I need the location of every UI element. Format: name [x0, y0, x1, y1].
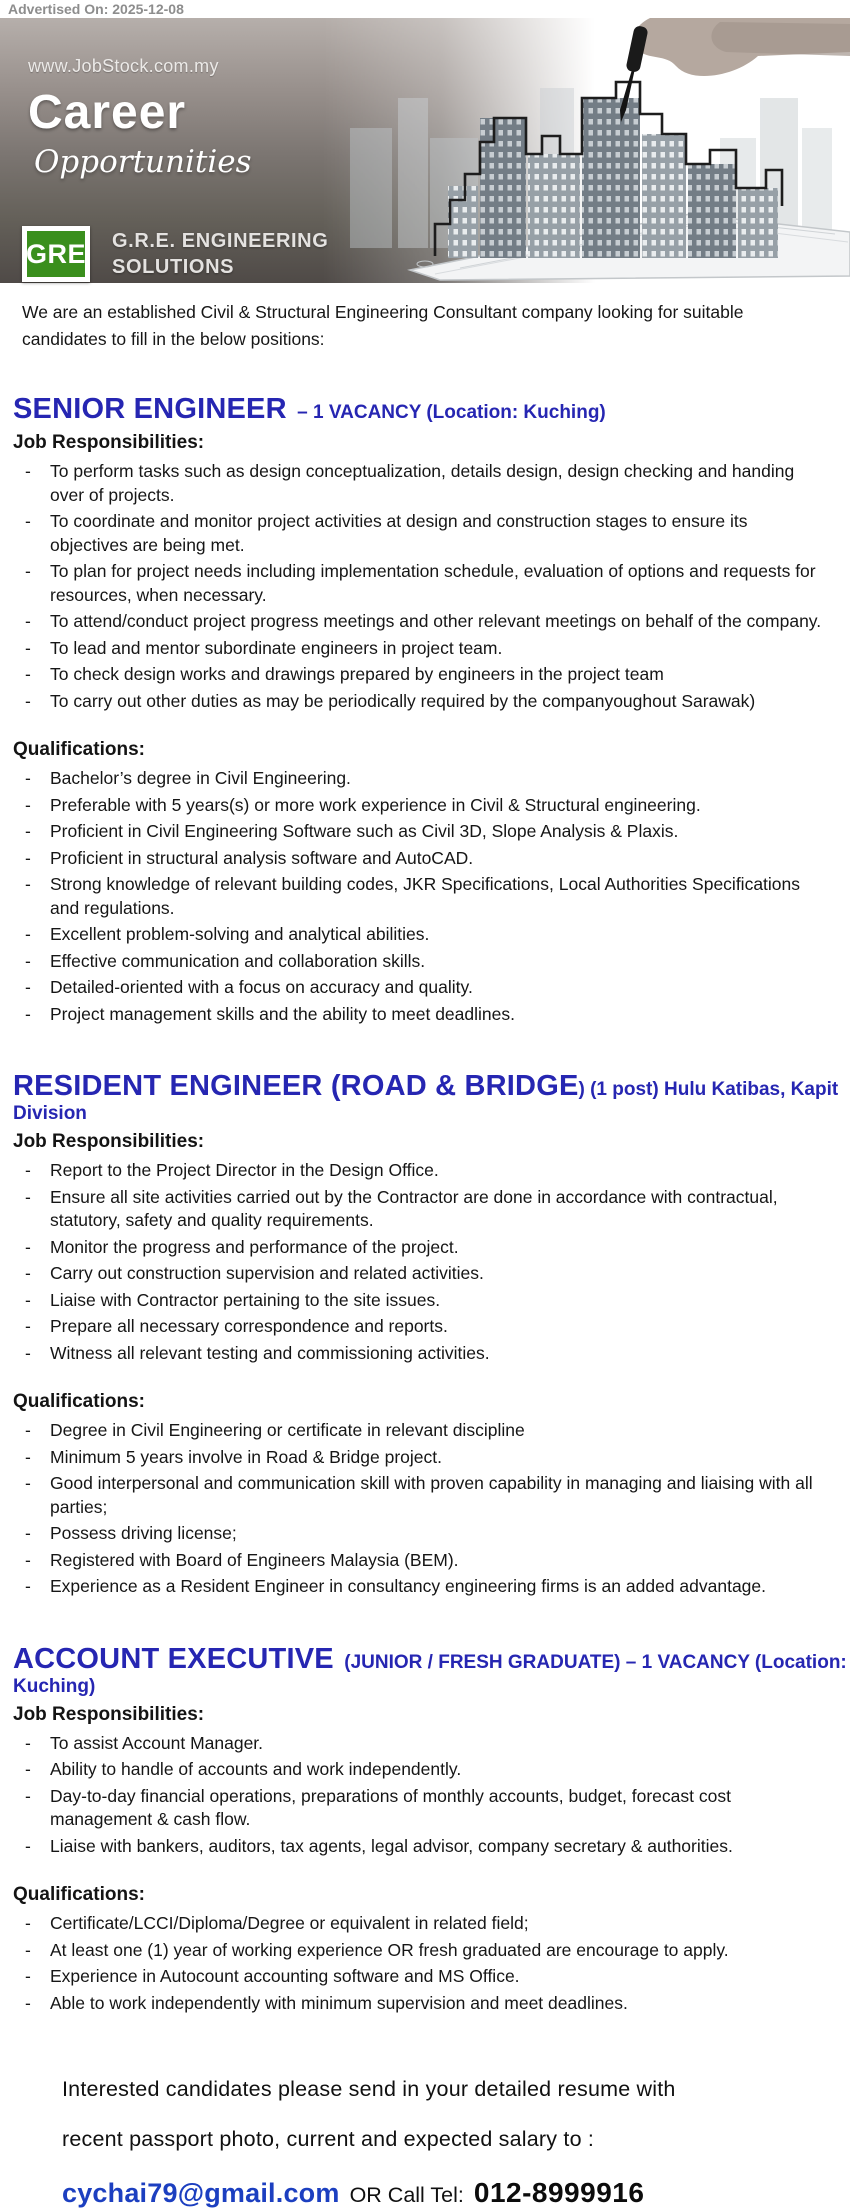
qualifications-label: Qualifications: [13, 1884, 145, 1905]
responsibilities-label: Job Responsibilities: [13, 1131, 205, 1152]
list-item: - Ensure all site activities carried out by the Contractor are done in accordance with contractual, statutory, safety and quality requirements. [0, 1186, 850, 1233]
banner [0, 18, 850, 283]
list-item: - At least one (1) year of working experience OR fresh graduated are encourage to apply. [0, 1939, 850, 1963]
job-title-row [13, 393, 850, 426]
footer-note-line1: Interested candidates please send in your detailed resume with [62, 2077, 676, 2101]
list-item: - To assist Account Manager. [0, 1732, 850, 1756]
footer-contact-row [62, 2177, 850, 2209]
list-item: - Effective communication and collaboration skills. [0, 950, 850, 974]
list-item: - Ability to handle of accounts and work independently. [0, 1758, 850, 1782]
qualifications-list [0, 767, 850, 1026]
list-item: - Excellent problem-solving and analytical abilities. [0, 923, 850, 947]
job-subtitle: (JUNIOR / FRESH GRADUATE) – 1 VACANCY (Location: Kuching) [13, 1651, 847, 1697]
list-item: - Day-to-day financial operations, preparations of monthly accounts, budget, forecast cost management & cash flow. [0, 1785, 850, 1832]
list-item: - Certificate/LCCI/Diploma/Degree or equivalent in related field; [0, 1912, 850, 1936]
or-call-text: OR Call Tel: [349, 2183, 464, 2207]
list-item: - Detailed-oriented with a focus on accuracy and quality. [0, 976, 850, 1000]
job-title: SENIOR ENGINEER [13, 393, 287, 425]
list-item: - Able to work independently with minimum supervision and meet deadlines. [0, 1992, 850, 2016]
company-name-line1: G.R.E. ENGINEERING [112, 230, 329, 252]
list-item: - To attend/conduct project progress meetings and other relevant meetings on behalf of the company. [0, 610, 850, 634]
responsibilities-label: Job Responsibilities: [13, 432, 205, 453]
list-item: - To check design works and drawings prepared by engineers in the project team [0, 663, 850, 687]
hand-pen-illustration [620, 18, 850, 122]
job-title: ACCOUNT EXECUTIVE [13, 1642, 334, 1675]
list-item: - Project management skills and the ability to meet deadlines. [0, 1003, 850, 1027]
company-logo-row [22, 226, 328, 282]
responsibilities-list [0, 460, 850, 713]
advertised-on-label: Advertised On: 2025-12-08 [8, 1, 184, 17]
qualifications-label: Qualifications: [13, 1391, 145, 1412]
site-url: www.JobStock.com.my [28, 56, 219, 76]
banner-text-block [28, 56, 252, 180]
job-title: RESIDENT ENGINEER (ROAD & BRIDGE [13, 1070, 579, 1102]
city-skyline-illustration [290, 18, 850, 283]
list-item: - Strong knowledge of relevant building codes, JKR Specifications, Local Authorities Specifications and regulations. [0, 873, 850, 920]
list-item: - Witness all relevant testing and commissioning activities. [0, 1342, 850, 1366]
responsibilities-list [0, 1732, 850, 1859]
job-section-senior-engineer [0, 393, 850, 1026]
company-name [112, 228, 328, 280]
list-item: - Registered with Board of Engineers Malaysia (BEM). [0, 1549, 850, 1573]
gre-logo [22, 226, 90, 282]
company-name-line2: SOLUTIONS [112, 256, 235, 278]
list-item: - Proficient in Civil Engineering Software such as Civil 3D, Slope Analysis & Plaxis. [0, 820, 850, 844]
list-item: - Liaise with Contractor pertaining to the site issues. [0, 1289, 850, 1313]
responsibilities-label: Job Responsibilities: [13, 1703, 205, 1725]
list-item: - Bachelor’s degree in Civil Engineering. [0, 767, 850, 791]
qualifications-label: Qualifications: [13, 739, 145, 760]
list-item: - Liaise with bankers, auditors, tax agents, legal advisor, company secretary & authorities. [0, 1835, 850, 1859]
job-title-row [13, 1643, 850, 1698]
job-subtitle: – 1 VACANCY (Location: Kuching) [297, 402, 606, 423]
list-item: - To coordinate and monitor project activities at design and construction stages to ensure its objectives are being met. [0, 510, 850, 557]
list-item: - To lead and mentor subordinate engineers in project team. [0, 637, 850, 661]
phone-number: 012-8999916 [473, 2177, 645, 2208]
job-subtitle: ) (1 post) Hulu Katibas, Kapit Division [13, 1079, 839, 1124]
list-item: - Prepare all necessary correspondence and reports. [0, 1315, 850, 1339]
list-item: - To carry out other duties as may be periodically required by the companyoughout Sarawak) [0, 690, 850, 714]
foreground-buildings [435, 82, 782, 258]
responsibilities-list [0, 1159, 850, 1365]
qualifications-list [0, 1912, 850, 2015]
intro-text: We are an established Civil & Structural Engineering Consultant company looking for suitable candidates to fill in the below positions: [22, 302, 744, 349]
list-item: - Good interpersonal and communication skill with proven capability in managing and liaising with all parties; [0, 1472, 850, 1519]
email-link[interactable]: cychai79@gmail.com [62, 2178, 340, 2208]
job-title-row [13, 1070, 850, 1125]
list-item: - To perform tasks such as design conceptualization, details design, design checking and handing over of projects. [0, 460, 850, 507]
list-item: - Experience as a Resident Engineer in consultancy engineering firms is an added advantage. [0, 1575, 850, 1599]
contact-footer [0, 2077, 850, 2209]
job-section-account-executive [0, 1643, 850, 2016]
list-item: - Proficient in structural analysis software and AutoCAD. [0, 847, 850, 871]
list-item: - To plan for project needs including implementation schedule, evaluation of options and requests for resources, when necessary. [0, 560, 850, 607]
list-item: - Carry out construction supervision and related activities. [0, 1262, 850, 1286]
banner-subtitle: Opportunities [34, 144, 252, 180]
job-section-resident-engineer [0, 1070, 850, 1599]
banner-title: Career [28, 86, 187, 139]
list-item: - Monitor the progress and performance of the project. [0, 1236, 850, 1260]
list-item: - Minimum 5 years involve in Road & Bridge project. [0, 1446, 850, 1470]
gre-logo-text: GRE [26, 238, 87, 269]
list-item: - Possess driving license; [0, 1522, 850, 1546]
list-item: - Degree in Civil Engineering or certificate in relevant discipline [0, 1419, 850, 1443]
footer-note-line2: recent passport photo, current and expected salary to : [62, 2127, 595, 2151]
list-item: - Preferable with 5 years(s) or more work experience in Civil & Structural engineering. [0, 794, 850, 818]
list-item: - Experience in Autocount accounting software and MS Office. [0, 1965, 850, 1989]
list-item: - Report to the Project Director in the Design Office. [0, 1159, 850, 1183]
qualifications-list [0, 1419, 850, 1599]
